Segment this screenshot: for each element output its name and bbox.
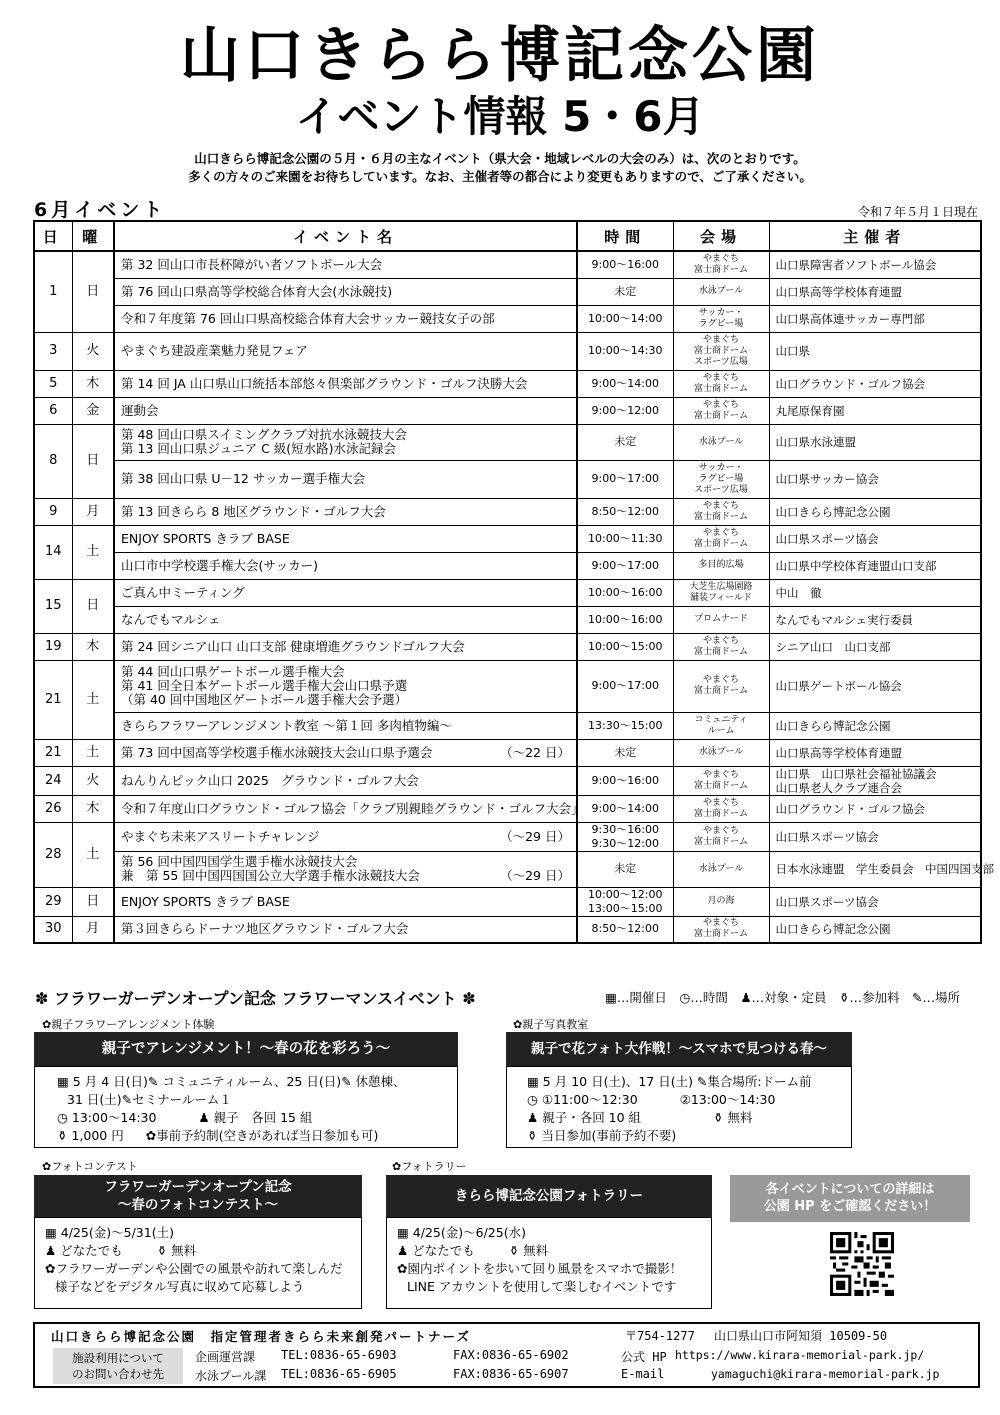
event-name: 第 13 回きらら 8 地区グラウンド・ゴルフ大会 (121, 503, 386, 519)
box3-title-1: フラワーガーデンオープン記念 (104, 1179, 292, 1195)
event-time: 9:00～16:00 (577, 766, 673, 795)
event-venue: 水泳プール (673, 851, 769, 887)
event-name: なんでもマルシェ (121, 611, 221, 627)
table-row (34, 579, 981, 606)
event-time: 10:00～11:30 (577, 525, 673, 552)
event-organizer: 山口県 (769, 332, 981, 370)
person-icon: ♟ (198, 1110, 214, 1125)
table-row (34, 916, 981, 943)
event-organizer: 山口県 山口県社会福祉協議会 山口県老人クラブ連合会 (769, 766, 981, 795)
col-day: 日 (34, 221, 72, 251)
fee-icon: ⚱ (713, 1110, 728, 1125)
event-name-cell (114, 498, 577, 525)
event-organizer: 山口県サッカー協会 (769, 460, 981, 498)
person-icon: ♟ (527, 1110, 543, 1125)
footer-dept1: 企画運営課 (195, 1350, 256, 1364)
footer-mail-link[interactable]: yamaguchi@kirara-memorial-park.jp (711, 1367, 940, 1381)
event-name: 第 14 回 JA 山口県山口統括本部悠々倶楽部グラウンド・ゴルフ決勝大会 (121, 375, 528, 391)
table-row (34, 305, 981, 332)
event-name-cell (114, 766, 577, 795)
box3-label: ✿フォトコンテスト (42, 1160, 138, 1173)
event-time: 9:00～17:00 (577, 460, 673, 498)
event-venue: やまぐち 富士商ドーム (673, 822, 769, 851)
event-day: 26 (34, 795, 72, 822)
event-venue: 水泳プール (673, 424, 769, 460)
event-time: 9:00～17:00 (577, 660, 673, 712)
intro-text (0, 150, 1000, 186)
event-weekday: 日 (72, 251, 114, 332)
event-venue: やまぐち 富士商ドーム (673, 251, 769, 278)
clock-icon: ◷ (527, 1092, 542, 1107)
event-organizer: 山口県高体連サッカー専門部 (769, 305, 981, 332)
event-organizer: 山口県中学校体育連盟山口支部 (769, 552, 981, 579)
event-time: 10:00～12:00 13:00～15:00 (577, 887, 673, 916)
event-time: 9:00～12:00 (577, 397, 673, 424)
event-day: 15 (34, 579, 72, 633)
info-line-1: 各イベントについての詳細は (765, 1182, 935, 1197)
event-time: 13:30～15:00 (577, 712, 673, 739)
event-organizer: 山口県スポーツ協会 (769, 525, 981, 552)
event-organizer: 中山 徹 (769, 579, 981, 606)
table-row (34, 822, 981, 851)
june-events-table (33, 220, 994, 944)
table-row (34, 795, 981, 822)
event-name: 第 44 回山口県ゲートボール選手権大会 第 41 回全日本ゲートボール選手権大会山口県予選 （第 40 回中国地区ゲートボール選手権大会予選） (121, 664, 408, 707)
table-row (34, 712, 981, 739)
table-row (34, 370, 981, 397)
box4-title: きらら博記念公園フォトラリー (454, 1188, 644, 1204)
event-weekday: 月 (72, 916, 114, 943)
box3-body (34, 1217, 362, 1309)
calendar-icon: ▦ (45, 1225, 61, 1240)
event-name: 第 73 回中国高等学校選手権水泳競技大会山口県予選会 (121, 744, 433, 760)
event-organizer: 山口県ゲートボール協会 (769, 660, 981, 712)
event-venue: やまぐち 富士商ドーム (673, 370, 769, 397)
event-name-cell (114, 822, 577, 851)
intro-line-1: 山口きらら博記念公園の５月・６月の主なイベント（県大会・地域レベルの大会のみ）は、次のとおりです。 (194, 151, 806, 166)
table-row (34, 739, 981, 766)
event-weekday: 日 (72, 887, 114, 916)
event-organizer: 山口グラウンド・ゴルフ協会 (769, 795, 981, 822)
event-venue: やまぐち 富士商ドーム (673, 525, 769, 552)
event-name-cell (114, 660, 577, 712)
event-time: 10:00～16:00 (577, 606, 673, 633)
event-venue: 大芝生広場園路 舗装フィールド (673, 579, 769, 606)
event-name-cell (114, 370, 577, 397)
legend: ▦…開催日 ◷…時間 ♟…対象・定員 ⚱…参加料 ✎…場所 (605, 990, 960, 1005)
table-row (34, 766, 981, 795)
event-venue: やまぐち 富士商ドーム (673, 633, 769, 660)
event-venue: コミュニティ ルーム (673, 712, 769, 739)
col-time: 時間 (577, 221, 673, 251)
box4-note-2: LINE アカウントを使用して楽しむイベントです (407, 1279, 677, 1294)
footer-org: 山口きらら博記念公園 指定管理者きらら未来創発パートナーズ (51, 1329, 471, 1344)
box2-fee: 無料 (727, 1110, 753, 1125)
event-organizer: 山口県高等学校体育連盟 (769, 739, 981, 766)
event-weekday: 木 (72, 370, 114, 397)
event-time: 9:00～14:00 (577, 795, 673, 822)
table-row (34, 251, 981, 278)
event-time: 8:50～12:00 (577, 916, 673, 943)
event-name: 第 76 回山口県高等学校総合体育大会(水泳競技) (121, 283, 393, 299)
fee-icon: ⚱ (156, 1243, 172, 1258)
event-name-cell (114, 916, 577, 943)
box2-time1: ①11:00～12:30 (541, 1092, 638, 1107)
event-day: 5 (34, 370, 72, 397)
event-day: 21 (34, 739, 72, 766)
event-organizer: 山口県スポーツ協会 (769, 822, 981, 851)
box1-label: ✿親子フラワーアレンジメント体験 (42, 1018, 215, 1031)
event-day: 6 (34, 397, 72, 424)
page-title: 山口きらら博記念公園 (180, 21, 820, 91)
event-weekday: 日 (72, 579, 114, 633)
event-name: やまぐち未来アスリートチャレンジ (121, 828, 320, 844)
box2-target: 親子・各回 10 組 (542, 1110, 642, 1125)
event-venue: やまぐち 富士商ドーム (673, 660, 769, 712)
event-name: 第 38 回山口県 U－12 サッカー選手権大会 (121, 471, 366, 486)
box3-date: 4/25(金)～5/31(土) (60, 1225, 174, 1240)
col-org: 主催者 (769, 221, 981, 251)
footer-inquiry-label (53, 1348, 183, 1384)
event-venue: 水泳プール (673, 739, 769, 766)
event-name-cell (114, 851, 577, 887)
event-day: 24 (34, 766, 72, 795)
box3-note-2: 様子などをデジタル写真に収めて応募しよう (55, 1279, 305, 1294)
event-name: ご真ん中ミーティング (121, 584, 245, 600)
event-venue: プロムナード (673, 606, 769, 633)
event-day: 1 (34, 251, 72, 332)
box1-line2: 31 日(土)✎セミナールーム１ (67, 1092, 232, 1107)
table-row (34, 633, 981, 660)
event-time: 10:00～15:00 (577, 633, 673, 660)
event-weekday: 土 (72, 525, 114, 579)
footer-address: 〒754-1277 山口県山口市阿知須 10509-50 (625, 1329, 888, 1343)
box1-note: ✿事前予約制(空きがあれば当日参加も可) (145, 1128, 379, 1143)
event-name: 令和７年度山口グラウンド・ゴルフ協会「クラブ別親睦グラウンド・ゴルフ大会」 (121, 800, 584, 816)
box2-note: 当日参加(事前予約不要) (541, 1128, 677, 1143)
event-name-cell (114, 633, 577, 660)
info-box (730, 1175, 970, 1222)
intro-line-2: 多くの方々のご来園をお待ちしています。なお、主催者等の都合により変更もありますので、ご了承ください。 (188, 169, 812, 184)
event-name: 第 32 回山口市長杯障がい者ソフトボール大会 (121, 256, 383, 272)
event-weekday: 土 (72, 739, 114, 766)
box2-label: ✿親子写真教室 (513, 1018, 589, 1031)
event-name: 第 48 回山口県スイミングクラブ対抗水泳競技大会 第 13 回山口県ジュニア C 級(短水路)水泳記録会 (121, 427, 407, 456)
footer-tel1: TEL:0836-65-6903 (281, 1348, 397, 1362)
event-name-cell (114, 739, 577, 766)
as-of-date: 令和７年５月１日現在 (857, 205, 978, 219)
event-name-cell (114, 460, 577, 498)
events-body (34, 251, 994, 943)
col-venue: 会場 (673, 221, 769, 251)
fee-icon: ⚱ (527, 1128, 542, 1143)
box3-target: どなたでも (60, 1243, 123, 1258)
event-name: ENJOY SPORTS きラブ BASE (121, 530, 290, 546)
event-name: 第 56 回中国四国学生選手権水泳競技大会 兼 第 55 回中国四国国公立大学選手権水泳競技大会 (121, 854, 420, 883)
table-row (34, 460, 981, 498)
event-weekday: 木 (72, 633, 114, 660)
footer-label-1: 施設利用について (72, 1351, 164, 1365)
event-time: 未定 (577, 739, 673, 766)
person-icon: ♟ (397, 1243, 413, 1258)
event-time: 10:00～16:00 (577, 579, 673, 606)
event-venue: やまぐち 富士商ドーム スポーツ広場 (673, 332, 769, 370)
event-day: 19 (34, 633, 72, 660)
footer-hp-link[interactable]: https://www.kirara-memorial-park.jp/ (675, 1348, 925, 1362)
event-venue: やまぐち 富士商ドーム (673, 498, 769, 525)
flower-events-title: ✽ フラワーガーデンオープン記念 フラワーマンスイベント ✽ (35, 989, 476, 1008)
table-row (34, 552, 981, 579)
event-name: 第３回きららドーナツ地区グラウンド・ゴルフ大会 (121, 921, 409, 937)
event-time: 未定 (577, 851, 673, 887)
box2-title: 親子で花フォト大作戦！～スマホで見つける春～ (530, 1041, 828, 1057)
event-name: 運動会 (121, 402, 159, 418)
event-organizer: 日本水泳連盟 学生委員会 中国四国支部 (769, 851, 981, 887)
calendar-icon: ▦ (527, 1074, 543, 1089)
event-organizer: シニア山口 山口支部 (769, 633, 981, 660)
event-name: 山口市中学校選手権大会(サッカー) (121, 557, 319, 573)
table-row (34, 397, 981, 424)
box2-body (506, 1066, 852, 1148)
event-until: （～29 日） (500, 828, 570, 844)
table-row (34, 660, 981, 712)
event-organizer: 山口県障害者ソフトボール協会 (769, 251, 981, 278)
event-name-cell (114, 332, 577, 370)
table-header-row (34, 221, 981, 251)
event-name: やまぐち建設産業魅力発見フェア (121, 343, 308, 358)
box1-title: 親子でアレンジメント！～春の花を彩ろう～ (101, 1041, 391, 1057)
table-row (34, 525, 981, 552)
event-organizer: なんでもマルシェ実行委員 (769, 606, 981, 633)
event-organizer: 丸尾原保育園 (769, 397, 981, 424)
event-organizer: 山口県水泳連盟 (769, 424, 981, 460)
event-organizer: 山口県スポーツ協会 (769, 887, 981, 916)
person-icon: ♟ (45, 1243, 61, 1258)
event-time: 10:00～14:00 (577, 305, 673, 332)
event-organizer: 山口きらら博記念公園 (769, 712, 981, 739)
table-row (34, 278, 981, 305)
event-day: 28 (34, 822, 72, 887)
calendar-icon: ▦ (397, 1225, 413, 1240)
qr-code-icon[interactable] (830, 1232, 894, 1296)
event-time: 未定 (577, 424, 673, 460)
table-row (34, 887, 981, 916)
event-venue: やまぐち 富士商ドーム (673, 397, 769, 424)
fee-icon: ⚱ (508, 1243, 524, 1258)
event-name: ENJOY SPORTS きラブ BASE (121, 893, 290, 909)
box1-target: 親子 各回 15 組 (213, 1110, 313, 1125)
event-name-cell (114, 795, 584, 822)
fee-icon: ⚱ (57, 1128, 72, 1143)
clock-icon: ◷ (57, 1110, 72, 1125)
event-day: 3 (34, 332, 72, 370)
box4-body (386, 1217, 712, 1309)
event-organizer: 山口県高等学校体育連盟 (769, 278, 981, 305)
box1-fee: 1,000 円 (71, 1128, 124, 1143)
event-name-cell (114, 606, 577, 633)
event-venue: サッカー・ ラグビー場 (673, 305, 769, 332)
event-venue: やまぐち 富士商ドーム (673, 766, 769, 795)
box1-head (34, 1032, 458, 1066)
event-weekday: 木 (72, 795, 114, 822)
box2-time2: ②13:00～14:30 (679, 1092, 776, 1107)
box2-line1: 5 月 10 日(土)、17 日(土) ✎集合場所:ドーム前 (542, 1074, 812, 1089)
event-weekday: 金 (72, 397, 114, 424)
event-name-cell (114, 424, 577, 460)
box4-target: どなたでも (412, 1243, 475, 1258)
event-name-cell (114, 552, 577, 579)
event-time: 9:30～16:00 9:30～12:00 (577, 822, 673, 851)
page-subtitle: イベント情報 5・6月 (295, 92, 705, 141)
event-venue: サッカー・ ラグビー場 スポーツ広場 (673, 460, 769, 498)
event-time: 9:00～14:00 (577, 370, 673, 397)
event-name-cell (114, 887, 577, 916)
event-weekday: 火 (72, 332, 114, 370)
col-name: イベント名 (114, 221, 577, 251)
box3-title-2: ～春のフォトコンテスト～ (117, 1197, 279, 1213)
footer-label-2: のお問い合わせ先 (72, 1367, 164, 1381)
event-day: 29 (34, 887, 72, 916)
event-weekday: 火 (72, 766, 114, 795)
event-name-cell (114, 305, 577, 332)
table-row (34, 851, 981, 887)
box4-label: ✿フォトラリー (392, 1160, 467, 1173)
footer-fax2: FAX:0836-65-6907 (453, 1367, 569, 1381)
event-name-cell (114, 397, 577, 424)
box1-time: 13:00～14:30 (71, 1110, 157, 1125)
event-day: 8 (34, 424, 72, 498)
footer-mail-label: E-mail (621, 1367, 665, 1381)
table-row (34, 424, 981, 460)
event-name-cell (114, 712, 577, 739)
event-day: 9 (34, 498, 72, 525)
event-venue: やまぐち 富士商ドーム (673, 916, 769, 943)
box3-note-1: ✿フラワーガーデンや公園での風景や訪れて楽しんだ (45, 1261, 343, 1276)
footer-hp-label: 公式 HP (621, 1350, 667, 1364)
contact-footer (33, 1322, 980, 1388)
box2-head (506, 1032, 852, 1066)
box1-line1: 5 月 4 日(日)✎ コミュニティルーム、25 日(日)✎ 休憩棟、 (72, 1074, 406, 1089)
event-venue: やまぐち 富士商ドーム (673, 795, 769, 822)
event-day: 21 (34, 660, 72, 739)
box3-head (34, 1175, 362, 1217)
event-weekday: 土 (72, 660, 114, 739)
box1-body (34, 1066, 458, 1148)
box3-fee: 無料 (171, 1243, 197, 1258)
event-name-cell (114, 525, 577, 552)
event-name: 第 24 回シニア山口 山口支部 健康増進グラウンドゴルフ大会 (121, 638, 465, 654)
calendar-icon: ▦ (57, 1074, 73, 1089)
event-name: きららフラワーアレンジメント教室 ～第１回 多肉植物編～ (121, 717, 452, 733)
event-venue: 水泳プール (673, 278, 769, 305)
box4-head (386, 1175, 712, 1217)
box4-date: 4/25(金)～6/25(水) (412, 1225, 526, 1240)
event-name-cell (114, 579, 577, 606)
event-day: 30 (34, 916, 72, 943)
event-name: ねんりんピック山口 2025 グラウンド・ゴルフ大会 (121, 772, 419, 788)
event-weekday: 月 (72, 498, 114, 525)
event-organizer: 山口グラウンド・ゴルフ協会 (769, 370, 981, 397)
event-time: 9:00～17:00 (577, 552, 673, 579)
footer-tel2: TEL:0836-65-6905 (281, 1367, 397, 1381)
event-time: 8:50～12:00 (577, 498, 673, 525)
table-row (34, 332, 981, 370)
event-venue: 月の海 (673, 887, 769, 916)
event-time: 10:00～14:30 (577, 332, 673, 370)
event-name-cell (114, 278, 577, 305)
event-time: 未定 (577, 278, 673, 305)
table-row (34, 498, 981, 525)
box4-note-1: ✿園内ポイントを歩いて回り風景をスマホで撮影！ (397, 1261, 683, 1276)
event-day: 14 (34, 525, 72, 579)
event-venue: 多目的広場 (673, 552, 769, 579)
footer-fax1: FAX:0836-65-6902 (453, 1348, 569, 1362)
event-organizer: 山口きらら博記念公園 (769, 916, 981, 943)
box4-fee: 無料 (523, 1243, 549, 1258)
event-until: （～22 日） (500, 744, 570, 760)
col-dow: 曜 (72, 221, 114, 251)
event-weekday: 日 (72, 424, 114, 498)
info-line-2: 公園 HP をご確認ください！ (763, 1199, 937, 1214)
event-weekday: 土 (72, 822, 114, 887)
june-section-title: 6月イベント (34, 199, 167, 221)
footer-dept2: 水泳プール課 (195, 1369, 267, 1383)
event-name: 令和７年度第 76 回山口県高校総合体育大会サッカー競技女子の部 (121, 310, 495, 326)
event-name-cell (114, 251, 577, 278)
event-time: 9:00～16:00 (577, 251, 673, 278)
event-until: （～29 日） (500, 868, 570, 883)
event-organizer: 山口きらら博記念公園 (769, 498, 981, 525)
table-row (34, 606, 981, 633)
